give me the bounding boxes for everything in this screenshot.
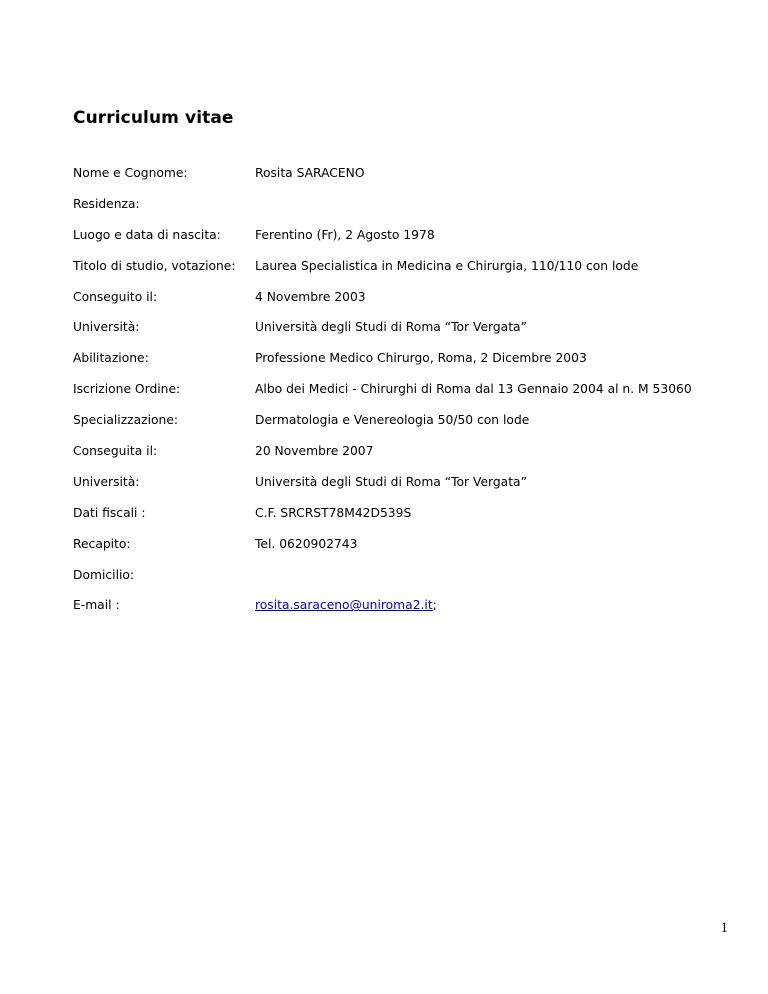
field-value: Dermatologia e Venereologia 50/50 con lode bbox=[255, 413, 530, 428]
field-row-email bbox=[73, 596, 733, 627]
field-row-residence bbox=[73, 195, 733, 226]
email-link[interactable]: rosita.saraceno@uniroma2.it bbox=[255, 598, 433, 613]
field-value: Rosita SARACENO bbox=[255, 166, 365, 180]
field-row-university bbox=[73, 318, 733, 349]
field-label: Domicilio: bbox=[73, 567, 135, 582]
field-label: Abilitazione: bbox=[73, 351, 149, 366]
field-label: Residenza: bbox=[73, 196, 140, 211]
field-value: Università degli Studi di Roma “Tor Vergata” bbox=[255, 474, 527, 489]
email-suffix: ; bbox=[432, 598, 437, 613]
field-value: C.F. SRCRST78M42D539S bbox=[255, 505, 412, 520]
field-label: E-mail : bbox=[73, 598, 120, 613]
page-title: Curriculum vitae bbox=[73, 108, 234, 128]
field-label: Iscrizione Ordine: bbox=[73, 382, 181, 397]
field-value: Albo dei Medici - Chirurghi di Roma dal 13 Gennaio 2004 al n. M 53060 bbox=[255, 382, 692, 397]
field-label: Conseguito il: bbox=[73, 289, 158, 304]
field-value: 4 Novembre 2003 bbox=[255, 289, 366, 304]
field-row-domicile bbox=[73, 566, 733, 597]
field-row-tax-data bbox=[73, 504, 733, 535]
field-value bbox=[255, 596, 437, 614]
field-row-birth bbox=[73, 226, 733, 257]
field-label: Luogo e data di nascita: bbox=[73, 227, 221, 242]
cv-fields bbox=[73, 164, 733, 627]
field-row-specialization-date bbox=[73, 442, 733, 473]
field-row-contact bbox=[73, 535, 733, 566]
field-label: Specializzazione: bbox=[73, 413, 179, 428]
field-row-name bbox=[73, 164, 733, 195]
page-number: 1 bbox=[720, 920, 728, 936]
field-row-university-2 bbox=[73, 473, 733, 504]
field-label: Università: bbox=[73, 320, 140, 335]
field-value: 20 Novembre 2007 bbox=[255, 444, 374, 459]
field-value: Ferentino (Fr), 2 Agosto 1978 bbox=[255, 227, 435, 242]
field-row-degree-date bbox=[73, 288, 733, 319]
field-row-degree bbox=[73, 257, 733, 288]
field-label: Nome e Cognome: bbox=[73, 166, 188, 180]
field-value: Università degli Studi di Roma “Tor Vergata” bbox=[255, 320, 527, 335]
field-label: Recapito: bbox=[73, 536, 131, 551]
field-row-qualification bbox=[73, 349, 733, 380]
field-row-registration bbox=[73, 380, 733, 411]
field-label: Dati fiscali : bbox=[73, 505, 146, 520]
field-row-specialization bbox=[73, 411, 733, 442]
field-label: Conseguita il: bbox=[73, 444, 158, 459]
field-label: Università: bbox=[73, 474, 140, 489]
field-value: Professione Medico Chirurgo, Roma, 2 Dicembre 2003 bbox=[255, 351, 587, 366]
field-value: Laurea Specialistica in Medicina e Chirurgia, 110/110 con lode bbox=[255, 258, 639, 273]
field-value: Tel. 0620902743 bbox=[255, 536, 358, 551]
field-label: Titolo di studio, votazione: bbox=[73, 258, 236, 273]
